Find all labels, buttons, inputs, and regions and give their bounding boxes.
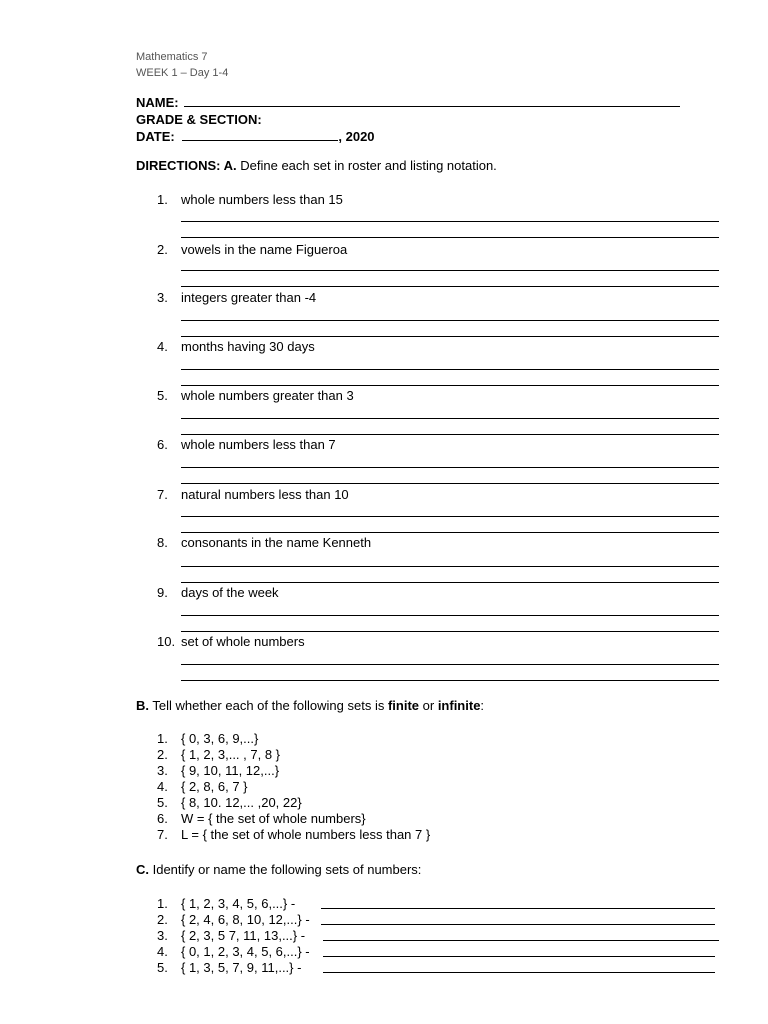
answer-line[interactable] xyxy=(181,237,719,238)
item-text: natural numbers less than 10 xyxy=(181,487,349,502)
answer-line[interactable] xyxy=(181,680,719,681)
part-a-item xyxy=(157,192,719,208)
grade-label: GRADE & SECTION: xyxy=(136,112,262,127)
answer-line[interactable] xyxy=(181,566,719,567)
item-text: { 0, 1, 2, 3, 4, 5, 6,...} - xyxy=(181,944,310,959)
part-b-text: Tell whether each of the following sets is xyxy=(149,698,388,713)
date-row xyxy=(136,128,680,145)
date-year: , 2020 xyxy=(338,129,375,144)
item-number: 4. xyxy=(157,944,168,959)
name-label: NAME: xyxy=(136,95,179,110)
document-header xyxy=(136,49,228,81)
item-number: 10. xyxy=(157,634,176,649)
part-a-directions xyxy=(136,158,497,173)
item-number: 6. xyxy=(157,811,168,826)
list-item xyxy=(157,779,430,795)
answer-line[interactable] xyxy=(181,664,719,665)
part-a-item xyxy=(157,290,719,306)
part-a-item xyxy=(157,585,719,601)
part-b-label: B. xyxy=(136,698,149,713)
item-text: { 2, 8, 6, 7 } xyxy=(181,779,248,794)
answer-line[interactable] xyxy=(181,418,719,419)
item-text: integers greater than -4 xyxy=(181,290,317,305)
part-a-item xyxy=(157,437,719,453)
item-text: whole numbers less than 7 xyxy=(181,437,336,452)
answer-blank[interactable] xyxy=(323,940,719,941)
subject-title: Mathematics 7 xyxy=(136,51,208,63)
list-item xyxy=(157,731,430,747)
item-number: 6. xyxy=(157,437,168,452)
answer-blank[interactable] xyxy=(321,924,715,925)
item-number: 2. xyxy=(157,242,168,257)
item-text: months having 30 days xyxy=(181,339,315,354)
item-number: 1. xyxy=(157,192,168,207)
answer-line[interactable] xyxy=(181,286,719,287)
answer-line[interactable] xyxy=(181,483,719,484)
answer-blank[interactable] xyxy=(321,908,715,909)
item-text: { 9, 10, 11, 12,...} xyxy=(181,763,280,778)
item-number: 7. xyxy=(157,827,168,842)
list-item xyxy=(157,811,430,827)
item-text: whole numbers less than 15 xyxy=(181,192,343,207)
answer-line[interactable] xyxy=(181,320,719,321)
item-number: 1. xyxy=(157,896,168,911)
student-info xyxy=(136,94,680,145)
item-text: consonants in the name Kenneth xyxy=(181,535,372,550)
list-item xyxy=(157,944,719,960)
answer-line[interactable] xyxy=(181,631,719,632)
infinite-keyword: infinite xyxy=(437,698,481,713)
answer-line[interactable] xyxy=(181,369,719,370)
grade-row xyxy=(136,111,680,128)
item-text: { 0, 3, 6, 9,...} xyxy=(181,731,259,746)
item-text: whole numbers greater than 3 xyxy=(181,388,354,403)
item-text: { 2, 3, 5 7, 11, 13,...} - xyxy=(181,928,306,943)
item-text: { 8, 10. 12,... ,20, 22} xyxy=(181,795,302,810)
item-text: { 1, 2, 3,... , 7, 8 } xyxy=(181,747,281,762)
list-item xyxy=(157,763,430,779)
answer-line[interactable] xyxy=(181,615,719,616)
item-number: 3. xyxy=(157,928,168,943)
item-number: 3. xyxy=(157,763,168,778)
part-c-list xyxy=(157,896,719,976)
item-number: 9. xyxy=(157,585,168,600)
part-c-text: Identify or name the following sets of numbers: xyxy=(149,862,422,877)
answer-line[interactable] xyxy=(181,336,719,337)
part-b-directions xyxy=(136,698,484,713)
directions-label: DIRECTIONS: A. xyxy=(136,158,237,173)
item-text: vowels in the name Figueroa xyxy=(181,242,348,257)
answer-blank[interactable] xyxy=(323,972,715,973)
date-label: DATE: xyxy=(136,129,175,144)
answer-blank[interactable] xyxy=(323,956,715,957)
finite-keyword: finite xyxy=(387,698,420,713)
part-a-item xyxy=(157,634,719,650)
list-item xyxy=(157,747,430,763)
part-c-label: C. xyxy=(136,862,149,877)
part-c-directions xyxy=(136,862,421,877)
item-number: 2. xyxy=(157,912,168,927)
item-number: 4. xyxy=(157,779,168,794)
item-text: L = { the set of whole numbers less than 7 } xyxy=(181,827,431,842)
answer-line[interactable] xyxy=(181,221,719,222)
name-blank[interactable] xyxy=(184,94,680,107)
item-text: { 1, 2, 3, 4, 5, 6,...} - xyxy=(181,896,296,911)
part-a-item xyxy=(157,487,719,503)
list-item xyxy=(157,912,719,928)
item-number: 5. xyxy=(157,960,168,975)
item-text: W = { the set of whole numbers} xyxy=(181,811,366,826)
list-item xyxy=(157,795,430,811)
list-item xyxy=(157,896,719,912)
answer-line[interactable] xyxy=(181,532,719,533)
item-number: 7. xyxy=(157,487,168,502)
answer-line[interactable] xyxy=(181,270,719,271)
item-text: { 1, 3, 5, 7, 9, 11,...} - xyxy=(181,960,302,975)
part-b-list xyxy=(157,731,430,843)
item-number: 4. xyxy=(157,339,168,354)
item-number: 8. xyxy=(157,535,168,550)
directions-text: Define each set in roster and listing notation. xyxy=(236,158,497,173)
name-row xyxy=(136,94,680,111)
item-number: 3. xyxy=(157,290,168,305)
item-number: 1. xyxy=(157,731,168,746)
part-b-or: or xyxy=(419,698,438,713)
list-item xyxy=(157,960,719,976)
part-a-item xyxy=(157,388,719,404)
item-text: set of whole numbers xyxy=(181,634,305,649)
part-b-colon: : xyxy=(480,698,485,713)
list-item xyxy=(157,928,719,944)
part-a-item xyxy=(157,339,719,355)
week-label: WEEK 1 – Day 1-4 xyxy=(136,67,229,79)
item-number: 5. xyxy=(157,388,168,403)
part-a-item xyxy=(157,535,719,551)
list-item xyxy=(157,827,430,843)
item-text: days of the week xyxy=(181,585,279,600)
answer-line[interactable] xyxy=(181,582,719,583)
item-number: 5. xyxy=(157,795,168,810)
answer-line[interactable] xyxy=(181,434,719,435)
item-number: 2. xyxy=(157,747,168,762)
item-text: { 2, 4, 6, 8, 10, 12,...} - xyxy=(181,912,310,927)
answer-line[interactable] xyxy=(181,385,719,386)
part-a-item xyxy=(157,242,719,258)
date-blank[interactable] xyxy=(182,128,338,141)
answer-line[interactable] xyxy=(181,467,719,468)
answer-line[interactable] xyxy=(181,516,719,517)
